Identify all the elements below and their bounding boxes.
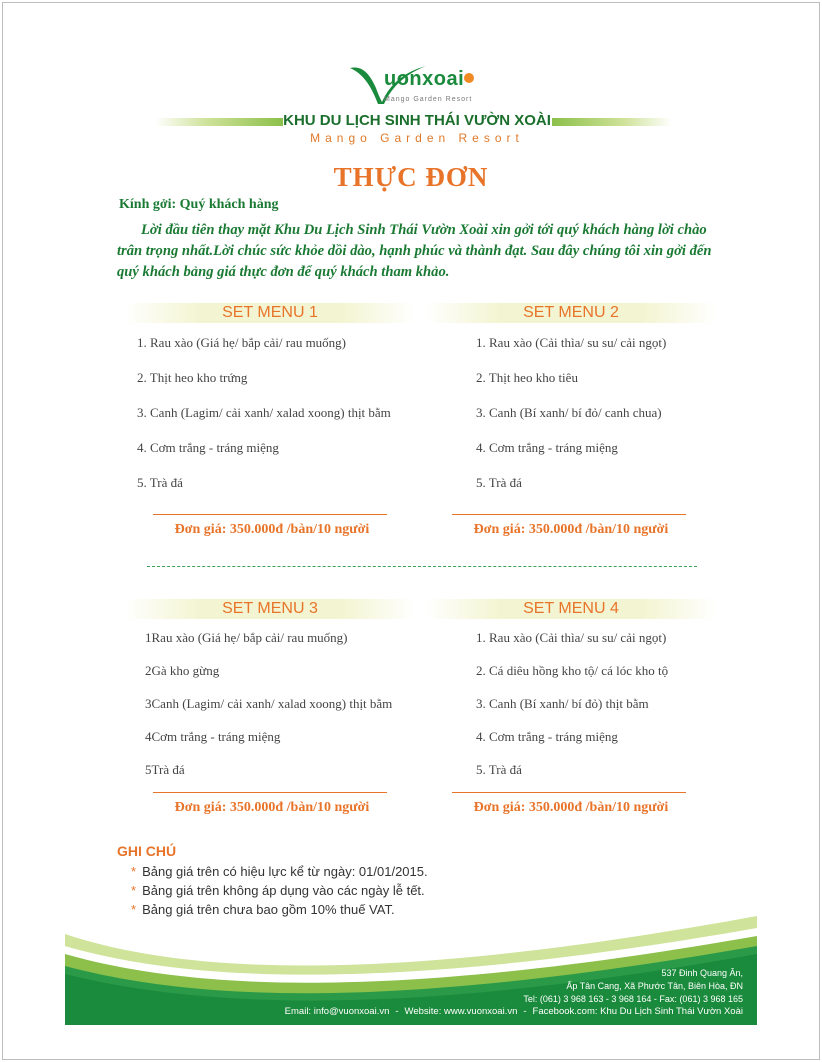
- set-menu-2: [426, 303, 716, 500]
- menu-item: 2. Thịt heo kho trứng: [137, 370, 248, 385]
- set-menu-4: [426, 599, 716, 786]
- menu-item: 3. Canh (Bí xanh/ bí đỏ/ canh chua): [476, 405, 662, 420]
- menu-item: 4. Cơm trắng - tráng miệng: [137, 440, 279, 455]
- price-rule: [153, 792, 387, 793]
- set-menu-4-items: [426, 621, 716, 786]
- header-rule-right: [552, 118, 672, 126]
- set-menu-3: [125, 599, 415, 786]
- set-menu-1-items: [125, 325, 415, 500]
- menu-item: 2Gà kho gừng: [145, 663, 220, 678]
- menu-item: 3. Canh (Bí xanh/ bí đỏ) thịt bằm: [476, 696, 649, 711]
- menu-item: 4Cơm trắng - tráng miệng: [145, 729, 281, 744]
- notes-title: GHI CHÚ: [117, 843, 177, 859]
- header-rule-left: [155, 118, 283, 126]
- asterisk-icon: *: [131, 883, 137, 898]
- menu-item: 5. Trà đá: [137, 475, 183, 490]
- menu-item: 3. Canh (Lagim/ cải xanh/ xalad xoong) thịt bằm: [137, 405, 391, 420]
- menu-item: 5. Trà đá: [476, 762, 522, 777]
- set-menu-2-title: SET MENU 2: [426, 303, 716, 323]
- intro-paragraph: Lời đầu tiên thay mặt Khu Du Lịch Sinh Thái Vườn Xoài xin gởi tới quý khách hàng lời chào trân trọng nhất.Lời chúc sức khỏe dồi dào, hạnh phúc và thành đạt. Sau đây chúng tôi xin gởi đến quý khách bảng giá thực đơn để quý khách tham khảo.: [117, 222, 712, 280]
- menu-item: 2. Thịt heo kho tiêu: [476, 370, 578, 385]
- set-menu-1-title: SET MENU 1: [125, 303, 415, 323]
- logo-tagline: Mango Garden Resort: [384, 96, 473, 103]
- price-rule: [153, 514, 387, 515]
- note-item: * Bảng giá trên không áp dụng vào các ngày lễ tết.: [131, 883, 425, 898]
- set-menu-2-items: [426, 325, 716, 500]
- set-menu-3-price: Đơn giá: 350.000đ /bàn/10 người: [174, 800, 370, 815]
- notes-list: [131, 862, 428, 919]
- set-menu-1-price: Đơn giá: 350.000đ /bàn/10 người: [174, 522, 370, 537]
- page-title: THỰC ĐƠN: [333, 162, 489, 192]
- asterisk-icon: *: [131, 902, 137, 917]
- set-menu-4-title: SET MENU 4: [426, 599, 716, 619]
- menu-item: 4. Cơm trắng - tráng miệng: [476, 729, 618, 744]
- menu-item: 3Canh (Lagim/ cải xanh/ xalad xoong) thịt bằm: [145, 696, 393, 711]
- menu-item: 2. Cá diêu hồng kho tộ/ cá lóc kho tộ: [476, 663, 669, 678]
- menu-item: 1. Rau xào (Giá hẹ/ bắp cải/ rau muống): [137, 335, 347, 350]
- set-menu-3-items: [125, 621, 415, 786]
- menu-item: 1. Rau xào (Cải thìa/ su su/ cải ngọt): [476, 630, 667, 645]
- menu-item: 4. Cơm trắng - tráng miệng: [476, 440, 618, 455]
- menu-item: 1. Rau xào (Cải thìa/ su su/ cải ngọt): [476, 335, 667, 350]
- section-divider: [147, 566, 697, 567]
- footer-address: 537 Đinh Quang Ân, Ấp Tân Cang, Xã Phước Tân, Biên Hòa, ĐN Tel: (061) 3 968 163 - 3 968 164 - Fax: (061) 3 968 165: [523, 968, 743, 1004]
- footer-contact: Email: info@vuonxoai.vn - Website: www.vuonxoai.vn - Facebook.com: Khu Du Lịch Sinh Thái Vườn Xoài: [284, 1006, 743, 1017]
- price-rule: [452, 792, 686, 793]
- set-menu-4-price: Đơn giá: 350.000đ /bàn/10 người: [473, 800, 669, 815]
- footer-email: Email: info@vuonxoai.vn: [284, 1006, 390, 1017]
- note-item: * Bảng giá trên có hiệu lực kể từ ngày: 01/01/2015.: [131, 864, 428, 879]
- set-menu-2-price: Đơn giá: 350.000đ /bàn/10 người: [473, 522, 669, 537]
- set-menu-3-title: SET MENU 3: [125, 599, 415, 619]
- menu-item: 1Rau xào (Giá hẹ/ bắp cải/ rau muống): [145, 630, 348, 645]
- greeting: Kính gởi: Quý khách hàng: [119, 197, 279, 212]
- footer-website: Website: www.vuonxoai.vn: [404, 1006, 518, 1017]
- menu-item: 5Trà đá: [145, 762, 185, 777]
- logo-wordmark: uonxoai: [384, 68, 465, 90]
- note-item: * Bảng giá trên chưa bao gồm 10% thuế VAT.: [131, 902, 395, 917]
- resort-name: KHU DU LỊCH SINH THÁI VƯỜN XOÀI: [283, 112, 551, 129]
- asterisk-icon: *: [131, 864, 137, 879]
- footer-facebook: Facebook.com: Khu Du Lịch Sinh Thái Vườn Xoài: [532, 1006, 743, 1017]
- set-menu-1: [125, 303, 415, 500]
- price-rule: [452, 514, 686, 515]
- resort-english-name: Mango Garden Resort: [310, 131, 524, 145]
- menu-item: 5. Trà đá: [476, 475, 522, 490]
